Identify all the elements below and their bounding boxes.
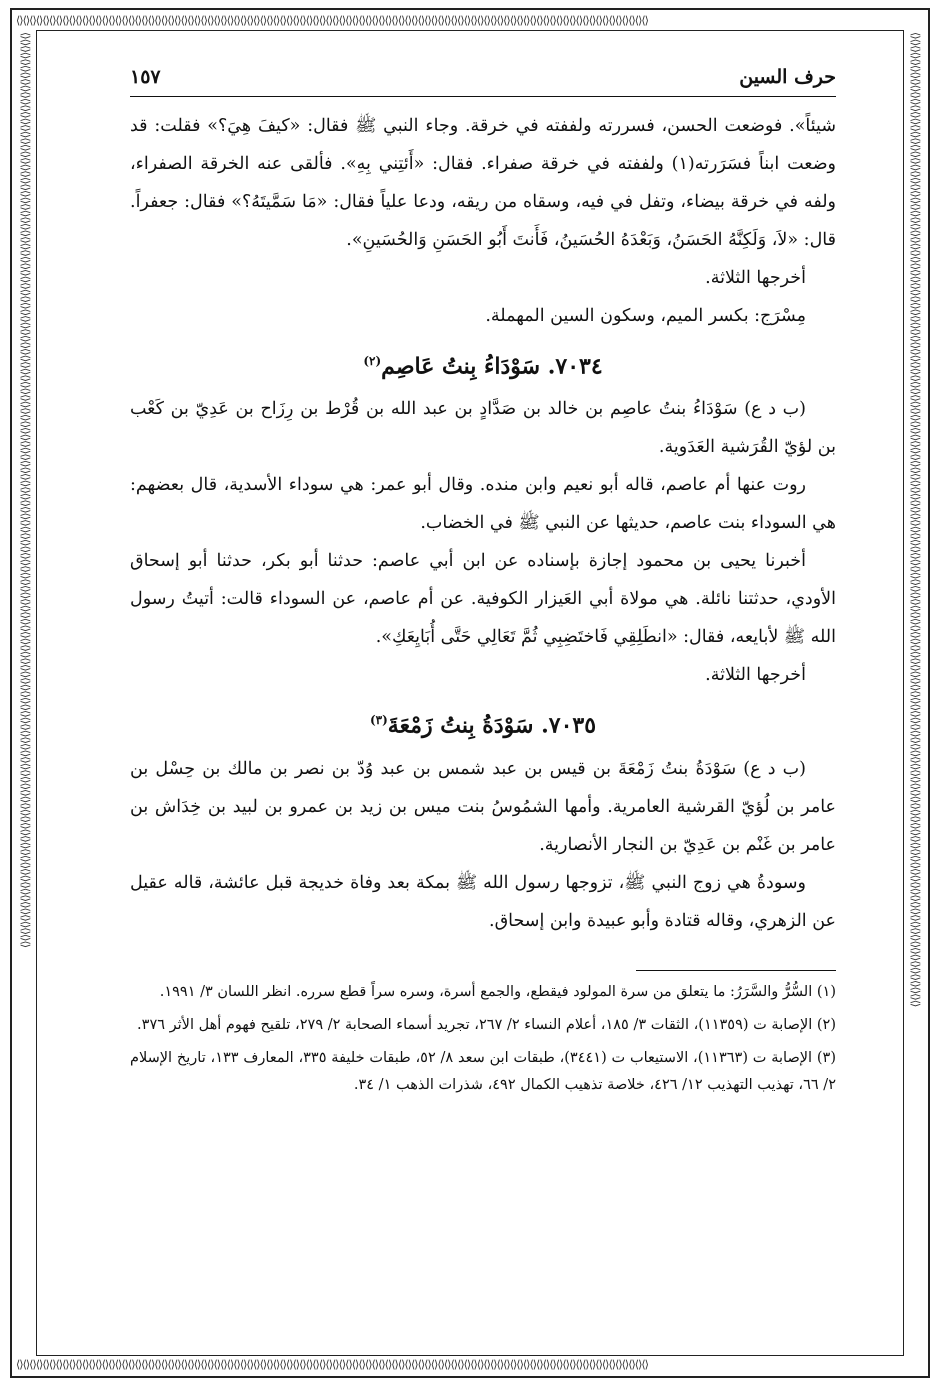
- entry-7034-narration: روت عنها أم عاصم، قاله أبو نعيم وابن منده. وقال أبو عمر: هي سوداء الأسدية، قال بعضهم: هي السوداء بنت عاصم، حديثها عن النبي ﷺ في الخضاب.: [130, 475, 836, 534]
- border-chain-right: ⟨⟩⟨⟩⟨⟩⟨⟩⟨⟩⟨⟩⟨⟩⟨⟩⟨⟩⟨⟩⟨⟩⟨⟩⟨⟩⟨⟩⟨⟩⟨⟩⟨⟩⟨⟩⟨⟩⟨⟩⟨⟩⟨⟩⟨⟩⟨⟩⟨⟩⟨⟩⟨⟩⟨⟩⟨⟩⟨⟩⟨⟩⟨⟩⟨⟩⟨⟩⟨⟩⟨⟩⟨⟩⟨⟩⟨⟩⟨⟩⟨⟩⟨⟩⟨⟩⟨⟩⟨⟩⟨⟩⟨⟩⟨⟩⟨⟩⟨⟩⟨⟩⟨⟩⟨⟩⟨⟩⟨⟩⟨⟩⟨⟩⟨⟩⟨⟩⟨⟩⟨⟩⟨⟩⟨⟩⟨⟩⟨⟩⟨⟩⟨⟩⟨⟩⟨⟩⟨⟩⟨⟩⟨⟩⟨⟩⟨⟩⟨⟩⟨⟩⟨⟩⟨⟩⟨⟩⟨⟩⟨⟩⟨⟩⟨⟩⟨⟩⟨⟩⟨⟩⟨⟩⟨⟩⟨⟩⟨⟩⟨⟩⟨⟩⟨⟩⟨⟩⟨⟩⟨⟩⟨⟩⟨⟩⟨⟩⟨⟩⟨⟩⟨⟩⟨⟩⟨⟩⟨⟩⟨⟩⟨⟩⟨⟩⟨⟩⟨⟩⟨⟩⟨⟩⟨⟩⟨⟩⟨⟩⟨⟩⟨⟩⟨⟩⟨⟩⟨⟩⟨⟩⟨⟩⟨⟩⟨⟩⟨⟩⟨⟩⟨⟩⟨⟩⟨⟩⟨⟩⟨⟩⟨⟩⟨⟩⟨⟩⟨⟩⟨⟩⟨⟩⟨⟩⟨⟩⟨⟩⟨⟩⟨⟩⟨⟩⟨⟩⟨⟩⟨⟩⟨⟩⟨⟩: [909, 32, 922, 1007]
- entry-heading-7034: [130, 341, 836, 386]
- border-chain-left: ⟨⟩⟨⟩⟨⟩⟨⟩⟨⟩⟨⟩⟨⟩⟨⟩⟨⟩⟨⟩⟨⟩⟨⟩⟨⟩⟨⟩⟨⟩⟨⟩⟨⟩⟨⟩⟨⟩⟨⟩⟨⟩⟨⟩⟨⟩⟨⟩⟨⟩⟨⟩⟨⟩⟨⟩⟨⟩⟨⟩⟨⟩⟨⟩⟨⟩⟨⟩⟨⟩⟨⟩⟨⟩⟨⟩⟨⟩⟨⟩⟨⟩⟨⟩⟨⟩⟨⟩⟨⟩⟨⟩⟨⟩⟨⟩⟨⟩⟨⟩⟨⟩⟨⟩⟨⟩⟨⟩⟨⟩⟨⟩⟨⟩⟨⟩⟨⟩⟨⟩⟨⟩⟨⟩⟨⟩⟨⟩⟨⟩⟨⟩⟨⟩⟨⟩⟨⟩⟨⟩⟨⟩⟨⟩⟨⟩⟨⟩⟨⟩⟨⟩⟨⟩⟨⟩⟨⟩⟨⟩⟨⟩⟨⟩⟨⟩⟨⟩⟨⟩⟨⟩⟨⟩⟨⟩⟨⟩⟨⟩⟨⟩⟨⟩⟨⟩⟨⟩⟨⟩⟨⟩⟨⟩⟨⟩⟨⟩⟨⟩⟨⟩⟨⟩⟨⟩⟨⟩⟨⟩⟨⟩⟨⟩⟨⟩⟨⟩⟨⟩⟨⟩⟨⟩⟨⟩⟨⟩⟨⟩⟨⟩⟨⟩⟨⟩⟨⟩⟨⟩⟨⟩⟨⟩⟨⟩⟨⟩⟨⟩⟨⟩⟨⟩⟨⟩⟨⟩⟨⟩⟨⟩⟨⟩⟨⟩⟨⟩⟨⟩⟨⟩⟨⟩⟨⟩⟨⟩: [19, 32, 32, 948]
- page-number: ١٥٧: [130, 66, 161, 88]
- entry-title-7034: ٧٠٣٤. سَوْدَاءُ بِنتُ عَاصِم: [381, 353, 603, 380]
- entry-7034-hadith: أخبرنا يحيى بن محمود إجازة بإسناده عن ابن أبي عاصم: حدثنا أبو بكر، حدثنا أبو إسحاق الأودي، حدثتنا نائلة. هي مولاة أبي العَيزار الكوفية. عن أم عاصم، عن السوداء قالت: أتيتُ رسول الله ﷺ لأبايعه، فقال: «انطَلِقِي فَاختَضِبِي ثُمَّ تَعَالِي حَتَّى أُبَايِعَكِ».: [130, 551, 836, 648]
- page-content: [130, 62, 836, 1105]
- paragraph-continuation: شيئاً». فوضعت الحسن، فسررته ولففته في خرقة. وجاء النبي ﷺ فقال: «كيفَ هِيَ؟» فقلت: قد وضعت ابناً فسَرَرته(١) ولففته في خرقة صفراء. فقال: «أَئتِني بِهِ». فألقى عنه الخرقة الصفراء، ولفه في خرقة بيضاء، وتفل في فيه، وسقاه من ريقه، ودعا علياً فقال: «مَا سَمَّيتَهُ؟» فقال: جعفراً. قال: «لاَ، وَلَكِنَّهُ الحَسَنُ، وَبَعْدَهُ الحُسَينُ، فَأَنتَ أَبُو الحَسَنِ وَالحُسَينِ».: [130, 116, 837, 250]
- footnote-3: (٣) الإصابة ت (١١٣٦٣)، الاستيعاب ت (٣٤٤١)، طبقات ابن سعد ٨/ ٥٢، طبقات خليفة ٣٣٥، المعارف ١٣٣، تاريخ الإسلام ٢/ ٦٦، تهذيب التهذيب ١٢/ ٤٢٦، خلاصة تذهيب الكمال ٤٩٢، شذرات الذهب ١/ ٣٤.: [130, 1049, 836, 1093]
- entry-7035-lineage: (ب د ع) سَوْدَةُ بنتُ زَمْعَةَ بن قيس بن عبد شمس بن عبد وُدّ بن نصر بن مالك بن حِسْل بن عامر بن لُؤيّ القرشية العامرية. وأمها الشمُوسُ بنت ميس بن زيد بن عمرو بن لبيد بن خِدَاش بن عامر بن غَنْم بن عَدِيّ بن النجار الأنصارية.: [130, 758, 836, 855]
- footnote-1: (١) السُّرُّ والسَّرَرُ: ما يتعلق من سرة المولود فيقطع، والجمع أسرة، وسره سراً قطع سرره. انظر اللسان ٣/ ١٩٩١.: [159, 983, 836, 1000]
- page-header: [130, 62, 836, 97]
- footnotes: [130, 979, 836, 1099]
- border-chain-bottom: ⟨⟩⟨⟩⟨⟩⟨⟩⟨⟩⟨⟩⟨⟩⟨⟩⟨⟩⟨⟩⟨⟩⟨⟩⟨⟩⟨⟩⟨⟩⟨⟩⟨⟩⟨⟩⟨⟩⟨⟩⟨⟩⟨⟩⟨⟩⟨⟩⟨⟩⟨⟩⟨⟩⟨⟩⟨⟩⟨⟩⟨⟩⟨⟩⟨⟩⟨⟩⟨⟩⟨⟩⟨⟩⟨⟩⟨⟩⟨⟩⟨⟩⟨⟩⟨⟩⟨⟩⟨⟩⟨⟩⟨⟩⟨⟩⟨⟩⟨⟩⟨⟩⟨⟩⟨⟩⟨⟩⟨⟩⟨⟩⟨⟩⟨⟩⟨⟩⟨⟩⟨⟩⟨⟩⟨⟩⟨⟩⟨⟩⟨⟩⟨⟩⟨⟩⟨⟩⟨⟩⟨⟩⟨⟩⟨⟩⟨⟩⟨⟩⟨⟩⟨⟩⟨⟩⟨⟩⟨⟩⟨⟩⟨⟩⟨⟩⟨⟩⟨⟩⟨⟩⟨⟩⟨⟩⟨⟩⟨⟩⟨⟩⟨⟩⟨⟩⟨⟩⟨⟩⟨⟩: [16, 1358, 648, 1371]
- paragraph-attribution: أخرجها الثلاثة.: [705, 268, 806, 288]
- entry-7034-lineage: (ب د ع) سَوْدَاءُ بنتُ عاصِم بن خالد بن صَدَّادٍ بن عبد الله بن قُرْط بن رِزَاح بن عَدِيّ بن كَعْب بن لؤيّ القُرَشية العَدَوية.: [130, 399, 836, 458]
- footnote-ref-2: (٢): [363, 354, 382, 368]
- footnote-ref-3: (٣): [369, 713, 388, 728]
- entry-heading-7035: [130, 700, 836, 745]
- footnote-separator: [636, 970, 836, 971]
- running-head: حرف السين: [739, 66, 836, 88]
- entry-7035-marriage: وسودةُ هي زوج النبي ﷺ، تزوجها رسول الله ﷺ بمكة بعد وفاة خديجة قبل عائشة، قاله عقيل عن الزهري، وقاله قتادة وأبو عبيدة وابن إسحاق.: [130, 872, 836, 931]
- footnote-2: (٢) الإصابة ت (١١٣٥٩)، الثقات ٣/ ١٨٥، أعلام النساء ٢/ ٢٦٧، تجريد أسماء الصحابة ٢/ ٢٧٩، تلقيح فهوم أهل الأثر ٣٧٦.: [137, 1016, 836, 1033]
- paragraph-note: مِسْرَج: بكسر الميم، وسكون السين المهملة.: [485, 306, 806, 326]
- main-text: [130, 107, 836, 940]
- entry-7034-attribution: أخرجها الثلاثة.: [705, 665, 806, 686]
- border-chain-top: ⟨⟩⟨⟩⟨⟩⟨⟩⟨⟩⟨⟩⟨⟩⟨⟩⟨⟩⟨⟩⟨⟩⟨⟩⟨⟩⟨⟩⟨⟩⟨⟩⟨⟩⟨⟩⟨⟩⟨⟩⟨⟩⟨⟩⟨⟩⟨⟩⟨⟩⟨⟩⟨⟩⟨⟩⟨⟩⟨⟩⟨⟩⟨⟩⟨⟩⟨⟩⟨⟩⟨⟩⟨⟩⟨⟩⟨⟩⟨⟩⟨⟩⟨⟩⟨⟩⟨⟩⟨⟩⟨⟩⟨⟩⟨⟩⟨⟩⟨⟩⟨⟩⟨⟩⟨⟩⟨⟩⟨⟩⟨⟩⟨⟩⟨⟩⟨⟩⟨⟩⟨⟩⟨⟩⟨⟩⟨⟩⟨⟩⟨⟩⟨⟩⟨⟩⟨⟩⟨⟩⟨⟩⟨⟩⟨⟩⟨⟩⟨⟩⟨⟩⟨⟩⟨⟩⟨⟩⟨⟩⟨⟩⟨⟩⟨⟩⟨⟩⟨⟩⟨⟩⟨⟩⟨⟩⟨⟩⟨⟩⟨⟩⟨⟩⟨⟩⟨⟩⟨⟩⟨⟩: [16, 14, 648, 27]
- entry-title-7035: ٧٠٣٥. سَوْدَةُ بِنتُ زَمْعَةَ: [387, 712, 597, 739]
